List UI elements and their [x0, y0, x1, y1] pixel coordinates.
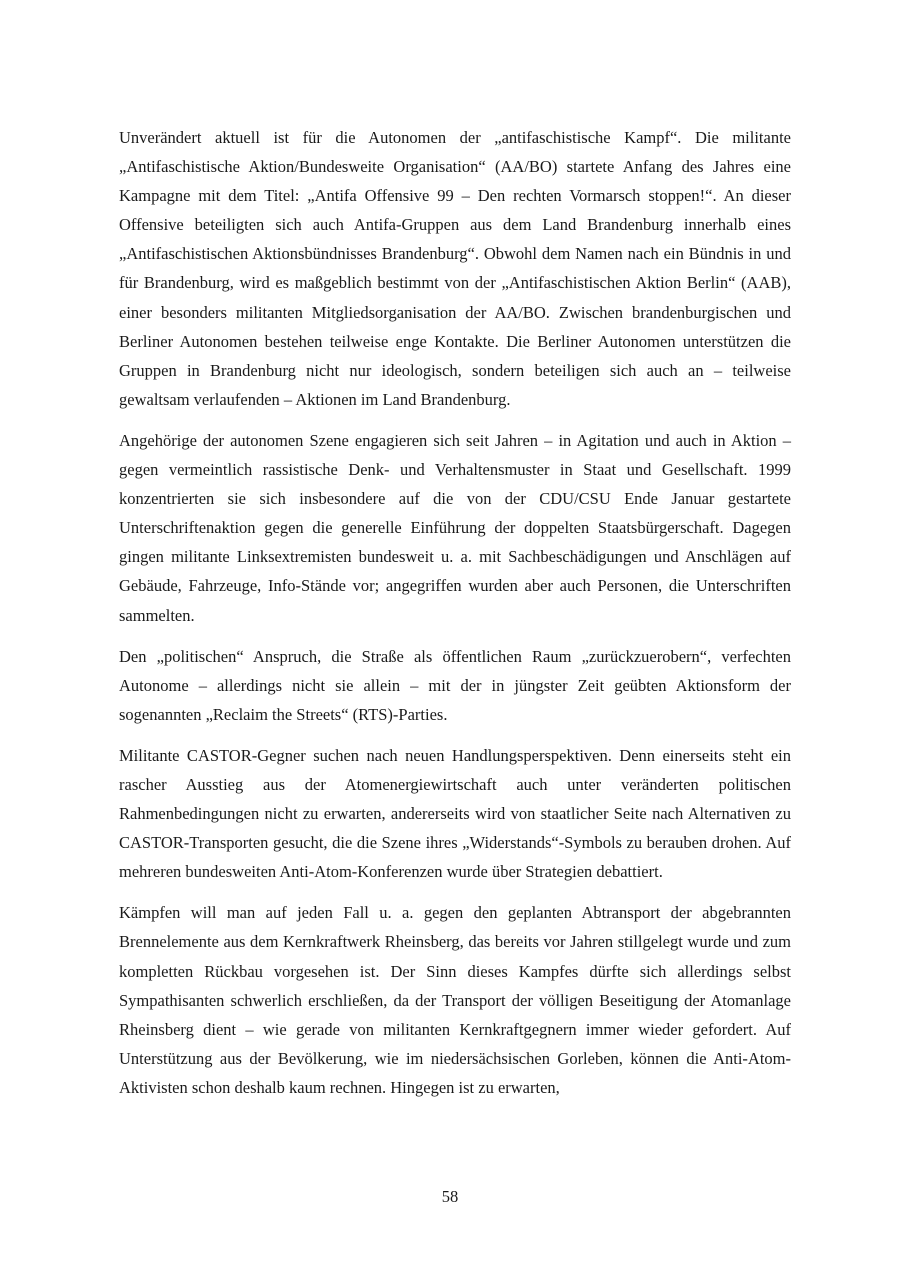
body-text	[119, 123, 791, 1114]
paragraph-2: Angehörige der autonomen Szene engagieren sich seit Jahren – in Agitation und auch in Aktion – gegen vermeintlich rassistische Denk- und Verhaltensmuster in Staat und Gesellschaft. 1999 konzentrierten sie sich insbesondere auf die von der CDU/CSU Ende Januar gestartete Unterschriftenaktion gegen die generelle Einführung der doppelten Staatsbürgerschaft. Dagegen gingen militante Linksextremisten bundesweit u. a. mit Sachbeschädigungen und Anschlägen auf Gebäude, Fahrzeuge, Info-Stände vor; angegriffen wurden aber auch Personen, die Unterschriften sammelten.	[119, 430, 791, 625]
page-number: 58	[441, 1187, 459, 1206]
paragraph-4: Militante CASTOR-Gegner suchen nach neuen Handlungsperspektiven. Denn einerseits steht ein rascher Ausstieg aus der Atomenergiewirtschaft auch unter veränderten politischen Rahmenbedingungen nicht zu erwarten, andererseits wird von staatlicher Seite nach Alternativen zu CASTOR-Transporten gesucht, die die Szene ihres „Widerstands“-Symbols zu berauben drohen. Auf mehreren bundesweiten Anti-Atom-Konferenzen wurde über Strategien debattiert.	[119, 745, 791, 882]
paragraph-1: Unverändert aktuell ist für die Autonomen der „antifaschistische Kampf“. Die militante „Antifaschistische Aktion/Bundesweite Organisation“ (AA/BO) startete Anfang des Jahres eine Kampagne mit dem Titel: „Antifa Offensive 99 – Den rechten Vormarsch stoppen!“. An dieser Offensive beteiligten sich auch Antifa-Gruppen aus dem Land Brandenburg innerhalb eines „Antifaschistischen Aktionsbündnisses Brandenburg“. Obwohl dem Namen nach ein Bündnis in und für Brandenburg, wird es maßgeblich bestimmt von der „Antifaschistischen Aktion Berlin“ (AAB), einer besonders militanten Mitgliedsorganisation der AA/BO. Zwischen brandenburgischen und Berliner Autonomen bestehen teilweise enge Kontakte. Die Berliner Autonomen unterstützen die Gruppen in Brandenburg nicht nur ideologisch, sondern beteiligen sich auch an – teilweise gewaltsam verlaufenden – Aktionen im Land Brandenburg.	[119, 128, 791, 409]
paragraph-5: Kämpfen will man auf jeden Fall u. a. gegen den geplanten Abtransport der abgebrannten Brennelemente aus dem Kernkraftwerk Rheinsberg, das bereits vor Jahren stillgelegt wurde und zum kompletten Rückbau vorgesehen ist. Der Sinn dieses Kampfes dürfte sich allerdings selbst Sympathisanten schwerlich erschließen, da der Transport der völligen Beseitigung der Atomanlage Rheinsberg dient – wie gerade von militanten Kernkraftgegnern immer wieder gefordert. Auf Unterstützung aus der Bevölkerung, wie im niedersächsischen Gorleben, können die Anti-Atom-Aktivisten schon deshalb kaum rechnen. Hingegen ist zu erwarten,	[119, 903, 791, 1097]
paragraph-3: Den „politischen“ Anspruch, die Straße als öffentlichen Raum „zurückzuerobern“, verfechten Autonome – allerdings nicht sie allein – mit der in jüngster Zeit geübten Aktionsform der sogenannten „Reclaim the Streets“ (RTS)-Parties.	[119, 646, 791, 724]
